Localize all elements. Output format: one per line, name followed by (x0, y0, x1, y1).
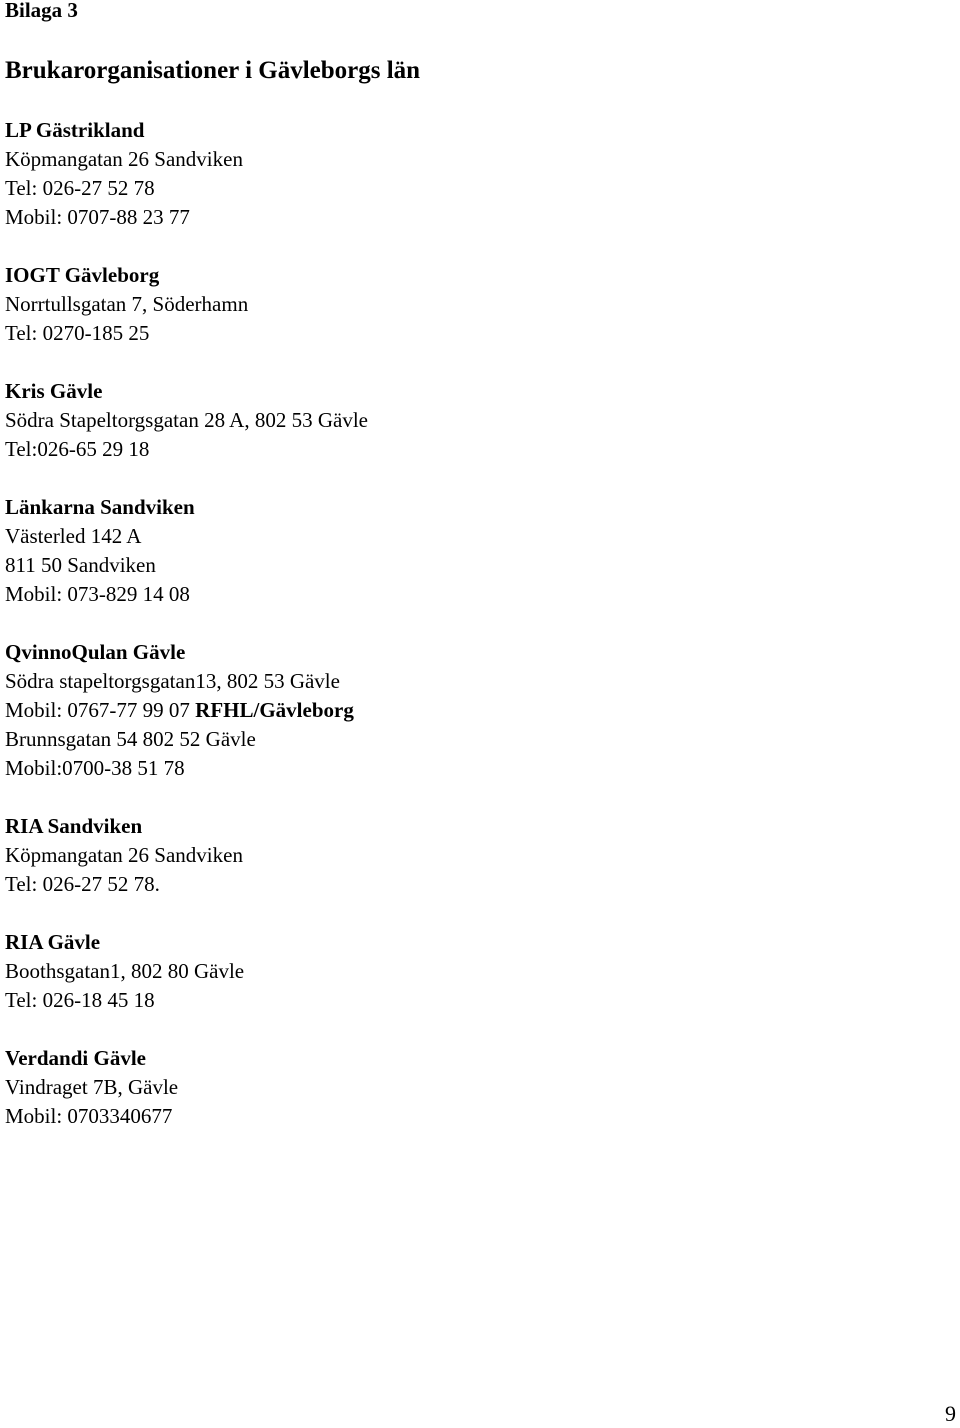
address-line: Vindraget 7B, Gävle (5, 1075, 179, 1099)
organization-name: LP Gästrikland (5, 118, 145, 142)
organization-entry (5, 812, 905, 899)
organization-name: RFHL/Gävleborg (195, 698, 354, 722)
organization-entry (5, 261, 905, 348)
mobile-line: Mobil: 0707-88 23 77 (5, 205, 190, 229)
address-line: Norrtullsgatan 7, Söderhamn (5, 292, 249, 316)
organization-entry (5, 1044, 905, 1131)
organization-name: IOGT Gävleborg (5, 263, 160, 287)
entry-spacer (5, 464, 905, 493)
organization-entry (5, 116, 905, 232)
address-line: Södra Stapeltorgsgatan 28 A, 802 53 Gävle (5, 408, 368, 432)
address-line: Västerled 142 A (5, 524, 142, 548)
organization-name: RIA Gävle (5, 930, 101, 954)
organization-name: Länkarna Sandviken (5, 495, 195, 519)
phone-line: Tel: 026-18 45 18 (5, 988, 155, 1012)
address-line: Köpmangatan 26 Sandviken (5, 147, 243, 171)
organization-name: Kris Gävle (5, 379, 103, 403)
phone-line: Tel: 0270-185 25 (5, 321, 150, 345)
mobile-line: Mobil: 073-829 14 08 (5, 582, 190, 606)
address-line: Brunnsgatan 54 802 52 Gävle (5, 727, 256, 751)
mobile-line: Mobil: 0767-77 99 07 (5, 698, 190, 722)
address-line: Södra stapeltorgsgatan13, 802 53 Gävle (5, 669, 340, 693)
postal-line: 811 50 Sandviken (5, 553, 156, 577)
organization-entry (5, 638, 905, 783)
phone-line: Tel: 026-27 52 78 (5, 176, 155, 200)
entry-spacer (5, 1015, 905, 1044)
entry-spacer (5, 899, 905, 928)
entry-spacer (5, 783, 905, 812)
page-title: Brukarorganisationer i Gävleborgs län (5, 57, 421, 84)
appendix-label: Bilaga 3 (5, 0, 78, 22)
organization-entry (5, 928, 905, 1015)
page-number: 9 (945, 1401, 956, 1426)
mobile-line: Mobil:0700-38 51 78 (5, 756, 185, 780)
phone-line: Tel:026-65 29 18 (5, 437, 150, 461)
organization-name: QvinnoQulan Gävle (5, 640, 186, 664)
entry-spacer (5, 348, 905, 377)
organization-entry (5, 377, 905, 464)
mobile-line-with-next-name (5, 696, 905, 725)
address-line: Boothsgatan1, 802 80 Gävle (5, 959, 245, 983)
phone-line: Tel: 026-27 52 78. (5, 872, 160, 896)
organization-list (5, 116, 905, 1131)
entry-spacer (5, 609, 905, 638)
organization-entry (5, 493, 905, 609)
entry-spacer (5, 232, 905, 261)
organization-name: RIA Sandviken (5, 814, 143, 838)
organization-name: Verdandi Gävle (5, 1046, 146, 1070)
mobile-line: Mobil: 0703340677 (5, 1104, 173, 1128)
address-line: Köpmangatan 26 Sandviken (5, 843, 243, 867)
